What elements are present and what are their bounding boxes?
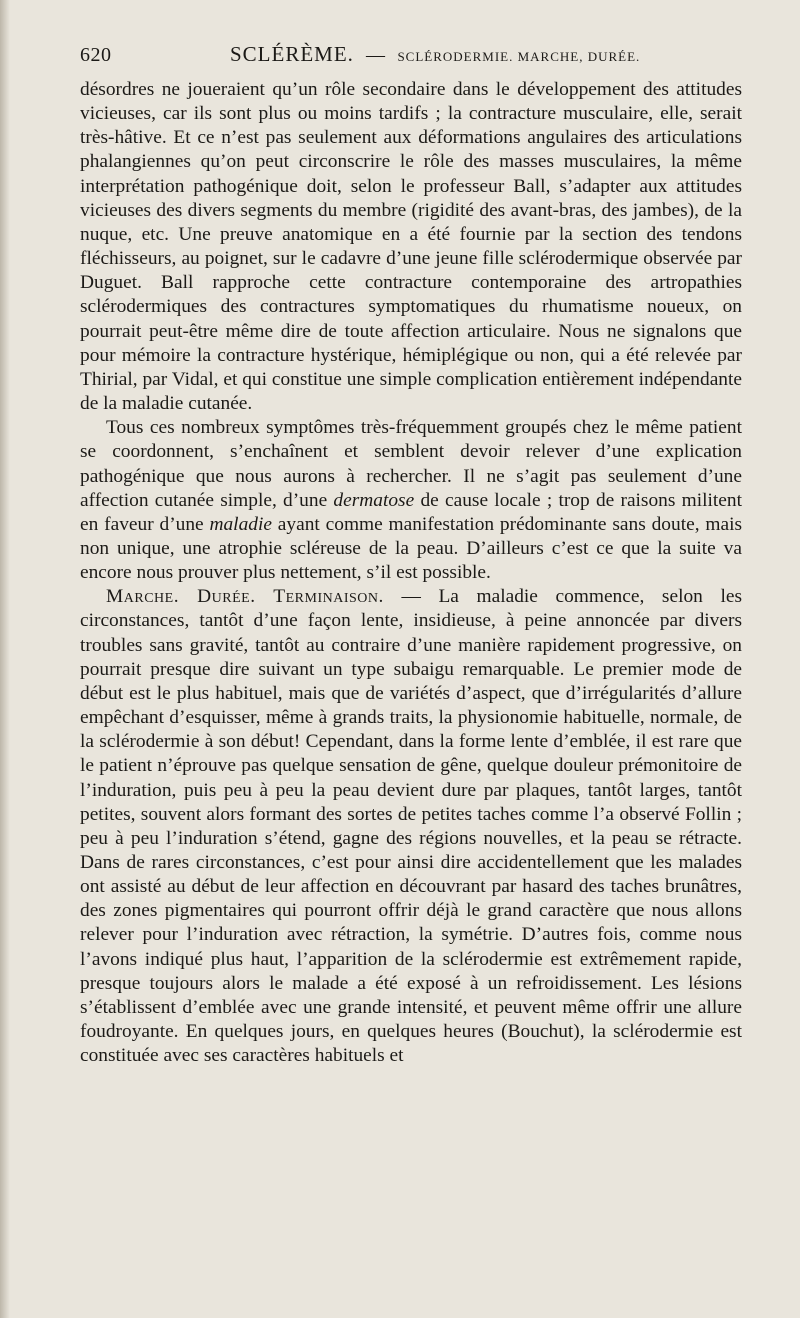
paragraph-3-text: — La maladie commence, selon les circonstances, tantôt d’une façon lente, insidieuse, à peine annoncée par divers troubles sans gravité, tantôt au contraire d’une manière rapidement progressive, on pourrait presque dire suivant un type subaigu remarquable. Le premier mode de début est le plus habituel, mais que de variétés d’aspect, que d’irrégularités d’allure empêchant d’esquisser, même à grands traits, la physionomie habituelle, normale, de la sclérodermie à son début! Cependant, dans la forme lente d’emblée, il est rare que le patient n’éprouve pas quelque sensation de gêne, quelque douleur prémonitoire de l’induration, puis peu à peu la peau devient dure par plaques, tantôt larges, tantôt petites, souvent alors formant des sortes de petites taches comme l’a observé Follin ; peu à peu l’induration s’étend, gagne des régions nouvelles, et la peau se rétracte. Dans de rares circonstances, c’est pour ainsi dire accidentellement que les malades ont assisté au début de leur affection en découvrant par hasard des taches brunâtres, des zones pigmentaires qui pourront offrir déjà le grand caractère que nous allons relever pour l’induration avec rétraction, la symétrie. D’autres fois, comme nous l’avons indiqué plus haut, l’apparition de la sclérodermie est extrêmement rapide, presque toujours alors le malade a été exposé à un refroidissement. Les lésions s’établissent d’emblée avec une grande intensité, et peuvent même offrir une allure foudroyante. En quelques jours, en quelques heures (Bouchut), la sclérodermie est constituée avec ses caractères habituels et [80,586,742,1067]
italic-term-dermatose: dermatose [333,489,415,511]
paragraph-2-text-a: Tous ces nombreux symptômes très-fréquemment groupés chez le même patient se coordonnent, s’enchaînent et semblent devoir relever d’une explication pathogénique que nous aurons à rechercher. Il ne s’agit pas seulement d’une affection cutanée simple, d’une [80,417,742,511]
paragraph-1-text: désordres ne joueraient qu’un rôle secondaire dans le développement des attitudes vicieuses, car ils sont plus ou moins tardifs ; la contracture musculaire, elle, serait très-hâtive. Et ce n’est pas seulement aux déformations angulaires des articulations phalangiennes qu’on peut circonscrire le rôle des masses musculaires, la même interprétation pathogénique doit, selon le professeur Ball, s’adapter aux attitudes vicieuses des divers segments du membre (rigidité des avant-bras, des jambes), de la nuque, etc. Une preuve anatomique en a été fournie par la section des tendons fléchisseurs, au poignet, sur le cadavre d’une jeune fille sclérodermique observée par Duguet. Ball rapproche cette contracture contemporaine des artropathies sclérodermiques des contractures symptomatiques du rhumatisme noueux, on pourrait peut-être même dire de toute affection articulaire. Nous ne signalons que pour mémoire la contracture hystérique, hémiplégique ou non, qui a été relevée par Thirial, par Vidal, et qui constitue une simple complication entièrement indépendante de la maladie cutanée. [80,79,742,415]
chapter-title: SCLÉRÈME. [230,42,354,66]
paragraph-3 [80,585,742,1068]
header-separator: — [365,45,386,66]
page-number: 620 [80,44,112,66]
section-subtitle: SCLÉRODERMIE. MARCHE, DURÉE. [397,49,641,64]
paragraph-2 [80,416,742,585]
paragraph-2-text-b: de cause locale ; trop de raisons militent en faveur d’une [80,489,742,535]
section-heading-marche: Marche. Durée. Terminaison. [106,586,384,608]
running-head [80,42,742,76]
italic-term-maladie: maladie [209,513,272,535]
paragraph-1 [80,78,742,416]
body-text [80,78,742,1068]
paragraph-2-text-c: ayant comme manifestation prédominante sans doute, mais non unique, une atrophie scléreuse de la peau. D’ailleurs c’est ce que la suite va encore nous prouver plus nettement, s’il est possible. [80,513,742,584]
